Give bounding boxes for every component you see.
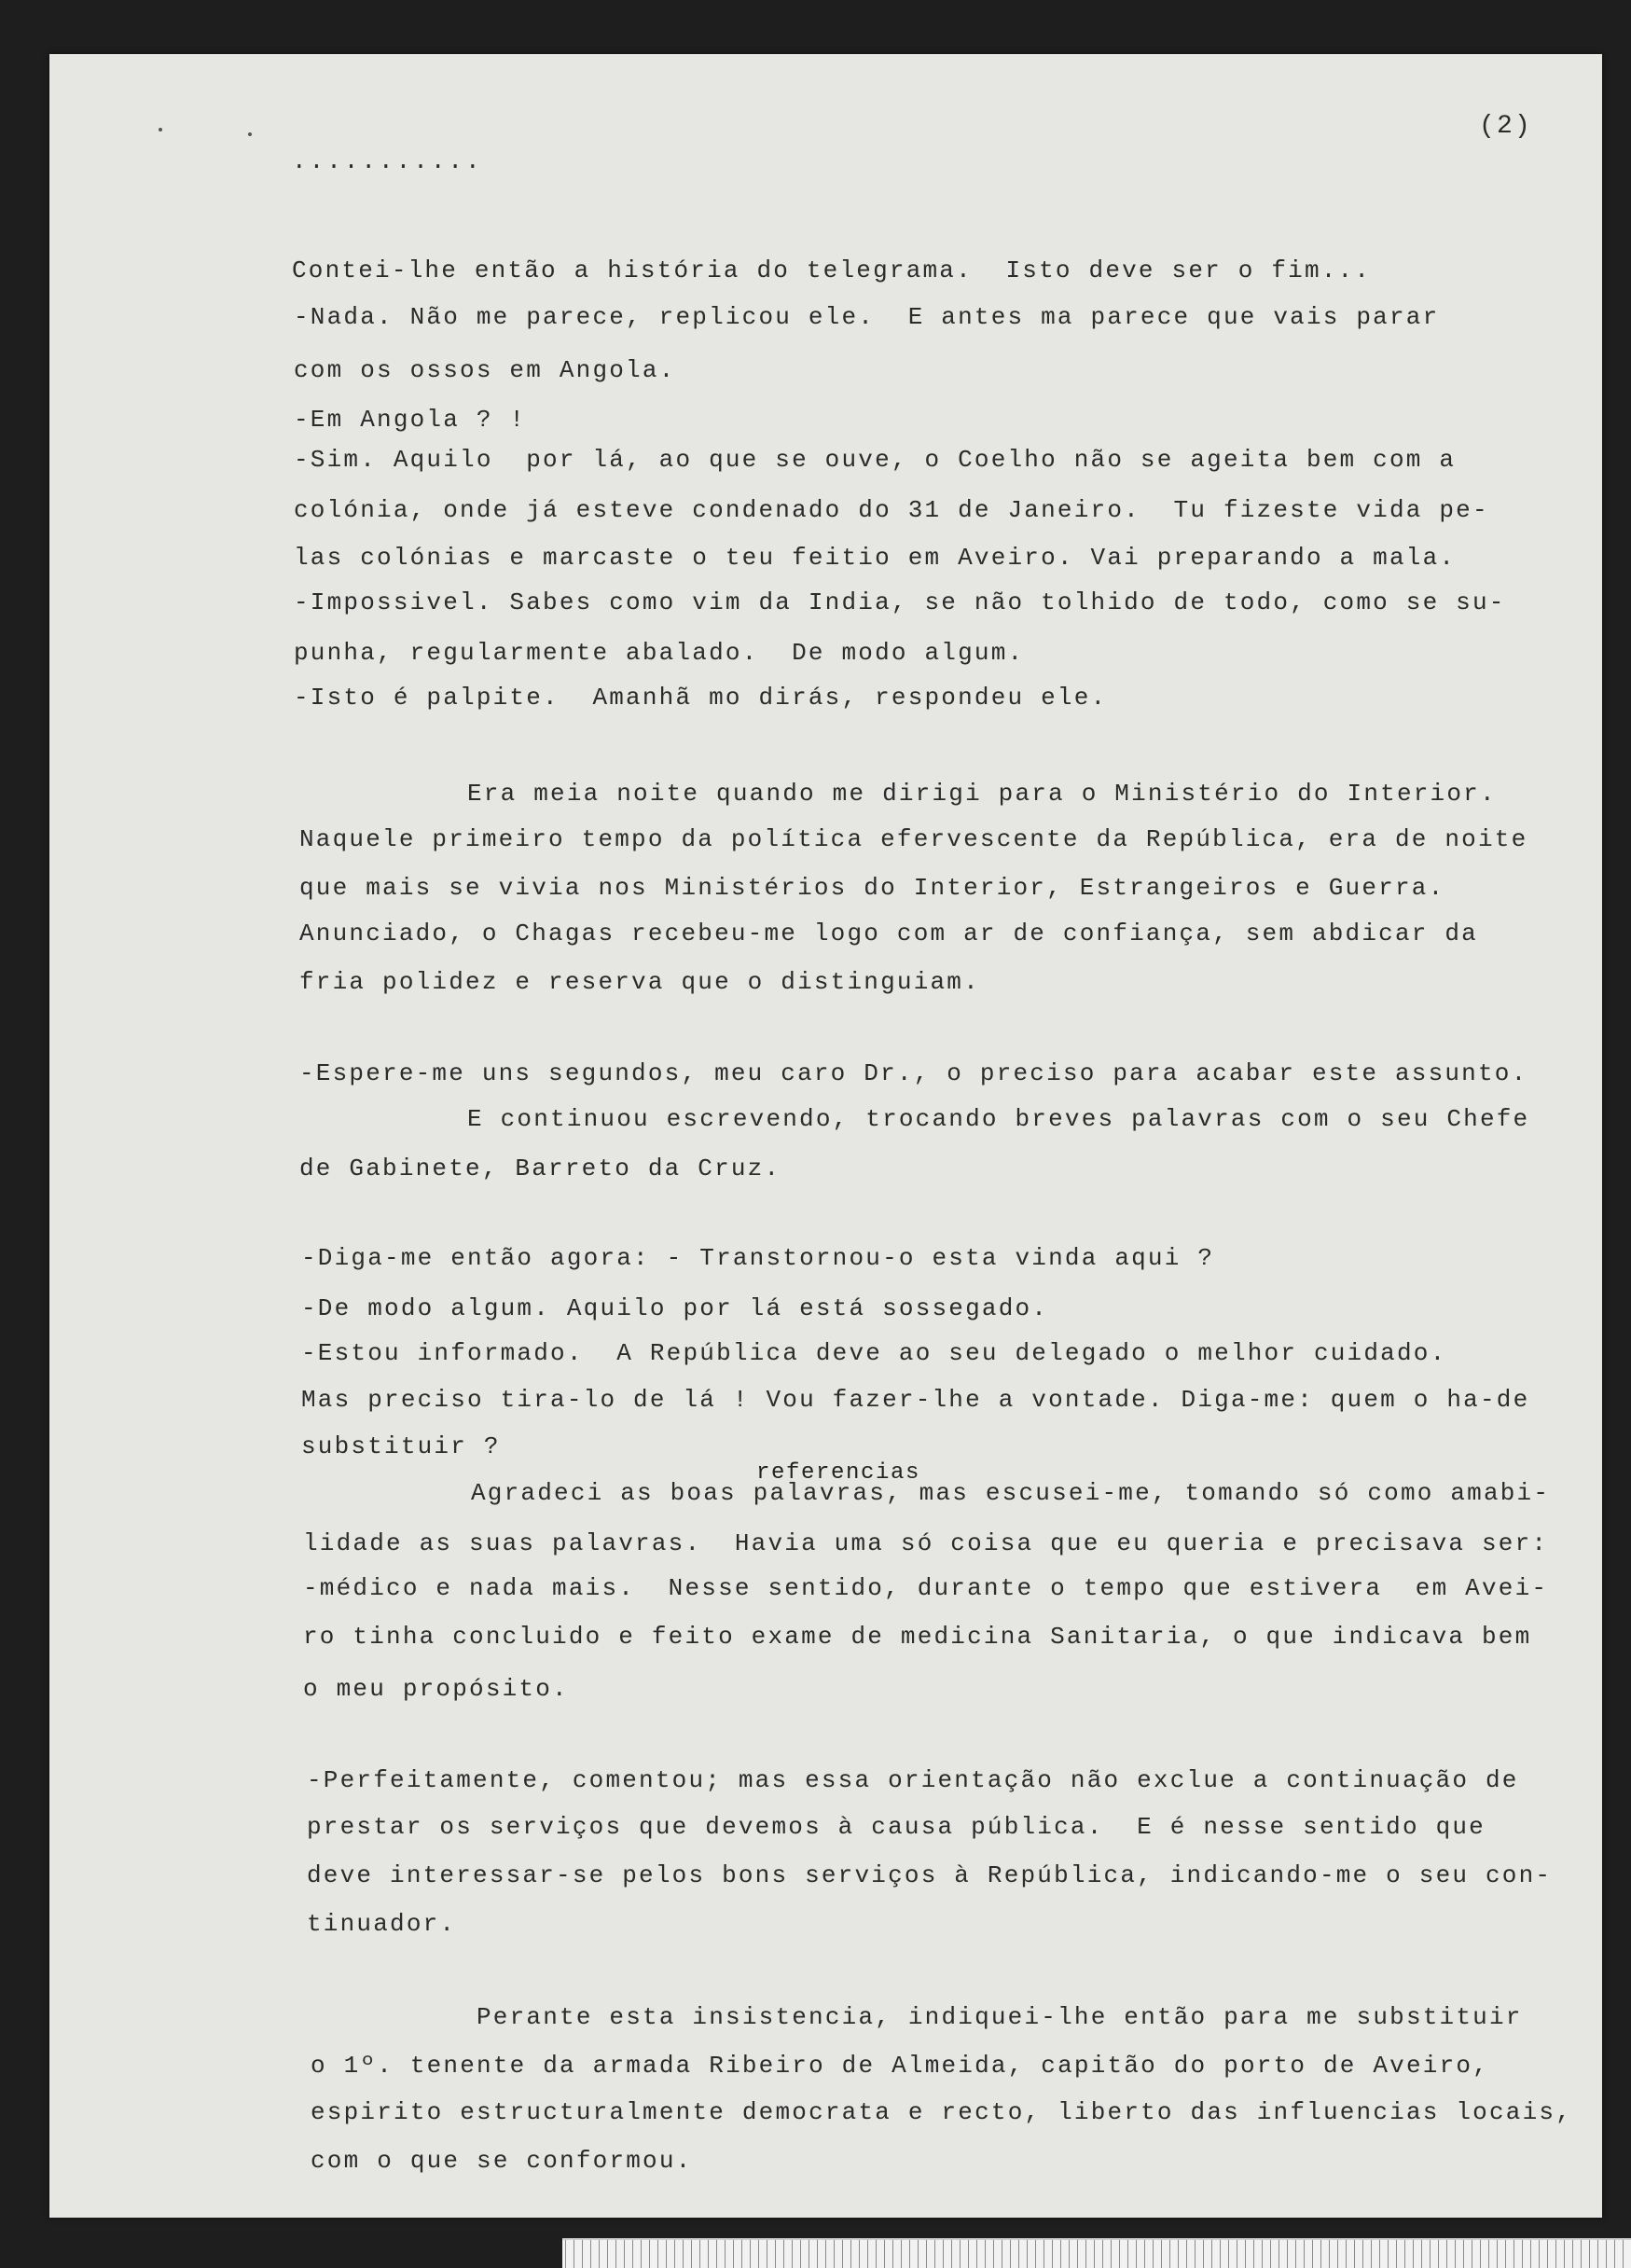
text-line: -Sim. Aquilo por lá, ao que se ouve, o Coelho não se ageita bem com a (294, 446, 1457, 474)
text-line: com os ossos em Angola. (294, 356, 676, 384)
text-line: de Gabinete, Barreto da Cruz. (299, 1155, 781, 1182)
ellipsis-separator: ........... (292, 147, 483, 175)
document-page (49, 54, 1602, 2218)
text-line: -médico e nada mais. Nesse sentido, durante o tempo que estivera em Avei- (303, 1574, 1549, 1602)
text-line: -Impossivel. Sabes como vim da India, se não tolhido de todo, como se su- (294, 588, 1506, 616)
text-line: colónia, onde já esteve condenado do 31 de Janeiro. Tu fizeste vida pe- (294, 496, 1489, 524)
text-line: Anunciado, o Chagas recebeu-me logo com ar de confiança, sem abdicar da (299, 920, 1478, 947)
text-line: Contei-lhe então a história do telegrama. Isto deve ser o fim... (292, 256, 1372, 284)
text-line: -Espere-me uns segundos, meu caro Dr., o preciso para acabar este assunto. (299, 1059, 1528, 1087)
text-line: substituir ? (301, 1432, 501, 1460)
text-line: que mais se vivia nos Ministérios do Interior, Estrangeiros e Guerra. (299, 874, 1445, 902)
scale-ruler (562, 2238, 1631, 2268)
text-line: -De modo algum. Aquilo por lá está sossegado. (301, 1294, 1049, 1322)
text-line: com o que se conformou. (311, 2147, 693, 2175)
text-line: Mas preciso tira-lo de lá ! Vou fazer-lhe a vontade. Diga-me: quem o ha-de (301, 1386, 1530, 1414)
page-number: (2) (1479, 112, 1533, 141)
text-line: o 1º. tenente da armada Ribeiro de Almeida, capitão do porto de Aveiro, (311, 2052, 1489, 2080)
text-line: Era meia noite quando me dirigi para o Ministério do Interior. (467, 780, 1497, 808)
text-line: -Diga-me então agora: - Transtornou-o esta vinda aqui ? (301, 1244, 1215, 1272)
text-line: Naquele primeiro tempo da política efervescente da República, era de noite (299, 825, 1528, 853)
text-line: o meu propósito. (303, 1675, 569, 1703)
text-line: lidade as suas palavras. Havia uma só coisa que eu queria e precisava ser: (303, 1529, 1549, 1557)
speck-mark (159, 128, 162, 131)
text-line: espirito estructuralmente democrata e recto, liberto das influencias locais, (311, 2098, 1572, 2126)
text-line: punha, regularmente abalado. De modo algum. (294, 639, 1025, 667)
text-line: Agradeci as boas palavras, mas escusei-me, tomando só como amabi- (471, 1479, 1551, 1507)
text-line: ro tinha concluido e feito exame de medicina Sanitaria, o que indicava bem (303, 1623, 1532, 1651)
text-line: -Isto é palpite. Amanhã mo dirás, respondeu ele. (294, 684, 1108, 712)
text-line: -Perfeitamente, comentou; mas essa orientação não exclue a continuação de (307, 1766, 1519, 1794)
text-line: prestar os serviços que devemos à causa pública. E é nesse sentido que (307, 1813, 1486, 1841)
text-line: -Nada. Não me parece, replicou ele. E antes ma parece que vais parar (294, 303, 1440, 331)
text-line: Perante esta insistencia, indiquei-lhe então para me substituir (477, 2003, 1523, 2031)
text-line: -Estou informado. A República deve ao seu delegado o melhor cuidado. (301, 1339, 1447, 1367)
text-line: E continuou escrevendo, trocando breves palavras com o seu Chefe (467, 1105, 1530, 1133)
speck-mark (248, 132, 252, 136)
text-line: fria polidez e reserva que o distinguiam. (299, 968, 980, 996)
handwritten-note: referencias (756, 1460, 921, 1486)
text-line: las colónias e marcaste o teu feitio em Aveiro. Vai preparando a mala. (294, 544, 1457, 572)
text-line: tinuador. (307, 1910, 457, 1938)
text-line: deve interessar-se pelos bons serviços à República, indicando-me o seu con- (307, 1861, 1553, 1889)
text-line: -Em Angola ? ! (294, 406, 527, 434)
